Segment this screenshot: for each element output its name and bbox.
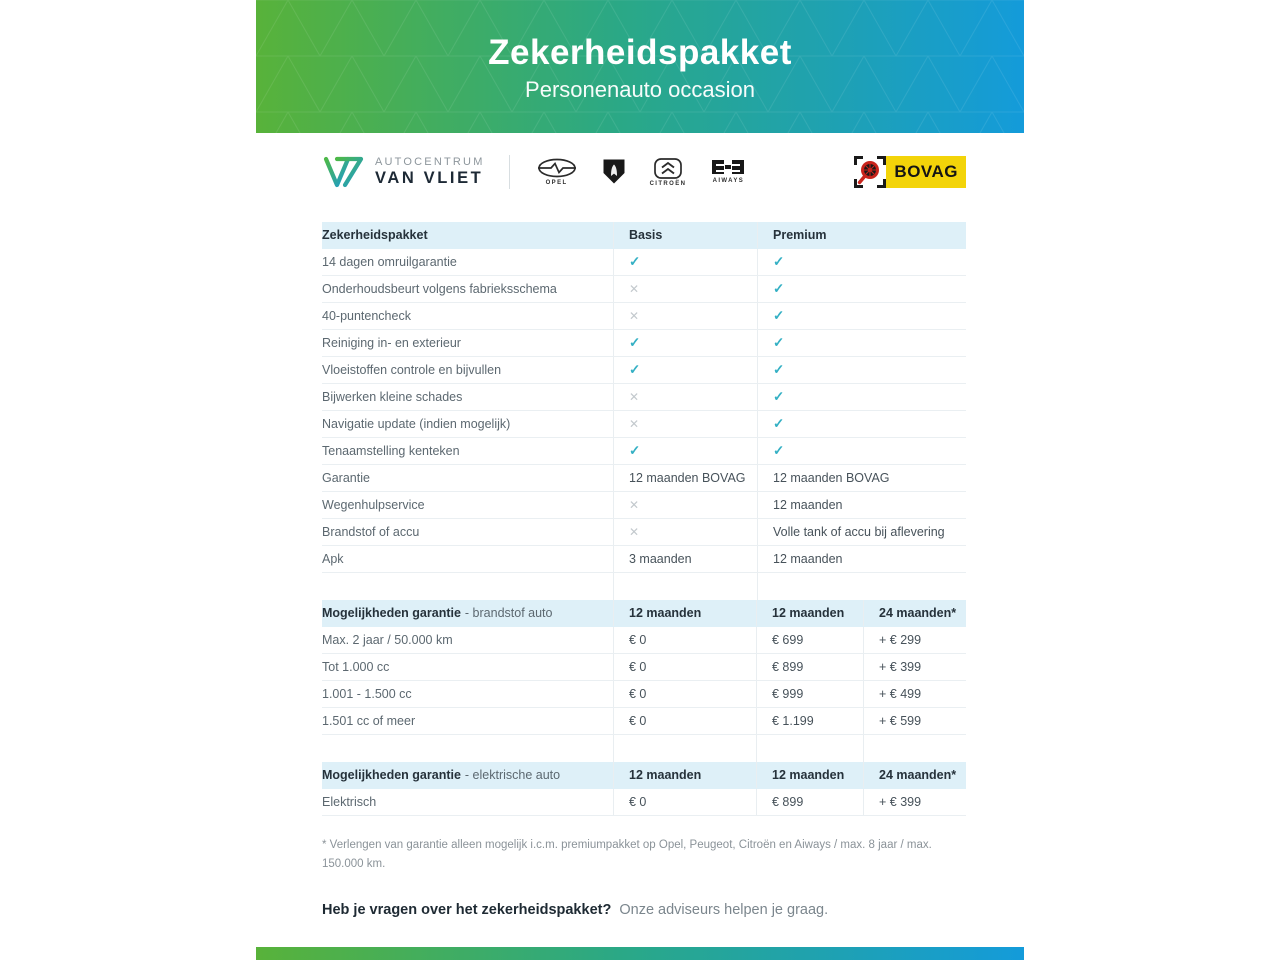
- cell-premium: [757, 303, 966, 329]
- table-row: [322, 465, 966, 492]
- brand-peugeot: [602, 158, 626, 187]
- header-banner: [256, 0, 1024, 133]
- row-label: 40-puntencheck: [322, 309, 411, 323]
- fuel-col-24m: 24 maanden*: [863, 600, 966, 626]
- check-icon: ✓: [773, 443, 785, 458]
- row-label: Bijwerken kleine schades: [322, 390, 463, 404]
- table-row: [322, 438, 966, 465]
- cell-basis: [613, 438, 757, 464]
- bovag-logo: [854, 156, 966, 188]
- cell-c1: € 0: [613, 789, 756, 815]
- row-label: 1.001 - 1.500 cc: [322, 687, 412, 701]
- cross-icon: ✕: [629, 390, 640, 404]
- cell-c1: € 0: [613, 681, 756, 707]
- check-icon: ✓: [773, 389, 785, 404]
- van-vliet-mark-icon: [322, 153, 366, 191]
- check-icon: ✓: [773, 308, 785, 323]
- peugeot-logo-icon: [602, 158, 626, 185]
- cell-c2: € 999: [756, 681, 863, 707]
- cell-basis: 12 maanden BOVAG: [613, 465, 757, 491]
- table-row: [322, 276, 966, 303]
- column-header-premium: Premium: [757, 222, 966, 248]
- cell-premium: [757, 411, 966, 437]
- table-row: [322, 789, 966, 816]
- fuel-table-body: [322, 627, 966, 735]
- column-header-package: Zekerheidspakket: [322, 228, 428, 242]
- cell-c1: € 0: [613, 654, 756, 680]
- closing-line: [322, 902, 966, 918]
- row-label: Max. 2 jaar / 50.000 km: [322, 633, 453, 647]
- electric-col-24m: 24 maanden*: [863, 762, 966, 788]
- citroen-caption: CITROËN: [649, 180, 687, 187]
- cell-basis: 3 maanden: [613, 546, 757, 572]
- cell-c3: + € 499: [863, 681, 966, 707]
- table-row: [322, 384, 966, 411]
- footnote-line2: 150.000 km.: [322, 858, 386, 870]
- row-label: Elektrisch: [322, 795, 377, 809]
- cell-c3: + € 399: [863, 654, 966, 680]
- electric-warranty-table: [322, 762, 966, 816]
- cross-icon: ✕: [629, 282, 640, 296]
- fuel-warranty-table: [322, 600, 966, 762]
- electric-col-12m-premium: 12 maanden: [756, 762, 863, 788]
- row-label: Brandstof of accu: [322, 525, 420, 539]
- table-row: [322, 411, 966, 438]
- electric-title-light: - elektrische auto: [464, 768, 561, 782]
- row-label: 1.501 cc of meer: [322, 714, 416, 728]
- table-row: [322, 519, 966, 546]
- dealer-name-top: AUTOCENTRUM: [375, 156, 485, 168]
- row-label: Tot 1.000 cc: [322, 660, 390, 674]
- cell-basis: [613, 330, 757, 356]
- cross-icon: ✕: [629, 498, 640, 512]
- spacer-row: [322, 573, 966, 600]
- aiways-caption: AIWAYS: [712, 177, 745, 184]
- cell-premium: 12 maanden BOVAG: [757, 465, 966, 491]
- cell-premium: [757, 330, 966, 356]
- cell-basis: [613, 303, 757, 329]
- cross-icon: ✕: [629, 525, 640, 539]
- table-row: [322, 546, 966, 573]
- electric-table-body: [322, 789, 966, 816]
- cross-icon: ✕: [629, 417, 640, 431]
- brand-aiways: [710, 158, 746, 184]
- cell-c1: € 0: [613, 708, 756, 734]
- cell-c2: € 1.199: [756, 708, 863, 734]
- check-icon: ✓: [773, 335, 785, 350]
- electric-table-header: [322, 762, 966, 789]
- check-icon: ✓: [773, 254, 785, 269]
- comparison-table: [322, 222, 966, 600]
- table-row: [322, 492, 966, 519]
- table-row: [322, 708, 966, 735]
- check-icon: ✓: [629, 254, 641, 269]
- page-subtitle: Personenauto occasion: [525, 76, 755, 102]
- logo-row: [322, 147, 966, 197]
- cell-premium: [757, 249, 966, 275]
- cell-c3: + € 299: [863, 627, 966, 653]
- comparison-table-body: [322, 249, 966, 573]
- check-icon: ✓: [773, 281, 785, 296]
- table-row: [322, 330, 966, 357]
- cell-premium: 12 maanden: [757, 546, 966, 572]
- row-label: Garantie: [322, 471, 370, 485]
- cell-basis: [613, 384, 757, 410]
- cell-c2: € 699: [756, 627, 863, 653]
- cell-c2: € 899: [756, 654, 863, 680]
- electric-col-12m-basis: 12 maanden: [613, 762, 756, 788]
- row-label: Tenaamstelling kenteken: [322, 444, 460, 458]
- column-header-basis: Basis: [613, 222, 757, 248]
- row-label: Reiniging in- en exterieur: [322, 336, 461, 350]
- page-title: Zekerheidspakket: [488, 32, 792, 72]
- footnote: [322, 836, 966, 874]
- main-content: [322, 133, 966, 918]
- electric-title-bold: Mogelijkheden garantie: [322, 768, 461, 782]
- cell-basis: [613, 492, 757, 518]
- cell-c3: + € 399: [863, 789, 966, 815]
- fuel-title-bold: Mogelijkheden garantie: [322, 606, 461, 620]
- cell-premium: [757, 384, 966, 410]
- comparison-table-header: [322, 222, 966, 249]
- logo-divider: [509, 155, 510, 189]
- table-row: [322, 681, 966, 708]
- brand-logos: [536, 158, 747, 187]
- row-label: Wegenhulpservice: [322, 498, 425, 512]
- check-icon: ✓: [629, 362, 641, 377]
- fuel-title-light: - brandstof auto: [464, 606, 553, 620]
- bovag-wheel-icon: [854, 156, 886, 188]
- closing-answer: Onze adviseurs helpen je graag.: [619, 902, 829, 918]
- cell-c3: + € 599: [863, 708, 966, 734]
- citroen-logo-icon: [654, 158, 682, 179]
- check-icon: ✓: [773, 416, 785, 431]
- table-row: [322, 303, 966, 330]
- cell-basis: [613, 519, 757, 545]
- brand-citroen: [650, 158, 687, 187]
- row-label: Navigatie update (indien mogelijk): [322, 417, 511, 431]
- check-icon: ✓: [773, 362, 785, 377]
- row-label: Apk: [322, 552, 344, 566]
- fuel-col-12m-premium: 12 maanden: [756, 600, 863, 626]
- row-label: Vloeistoffen controle en bijvullen: [322, 363, 502, 377]
- fuel-table-header: [322, 600, 966, 627]
- dealer-name-bottom: VAN VLIET: [375, 169, 484, 187]
- row-label: 14 dagen omruilgarantie: [322, 255, 457, 269]
- table-row: [322, 627, 966, 654]
- check-icon: ✓: [629, 335, 641, 350]
- table-row: [322, 357, 966, 384]
- cell-premium: [757, 276, 966, 302]
- cross-icon: ✕: [629, 309, 640, 323]
- table-row: [322, 249, 966, 276]
- cell-basis: [613, 411, 757, 437]
- check-icon: ✓: [629, 443, 641, 458]
- electric-table-title: [322, 762, 613, 788]
- row-label: Onderhoudsbeurt volgens fabrieksschema: [322, 282, 557, 296]
- bovag-label: BOVAG: [886, 156, 966, 188]
- opel-logo-icon: [536, 158, 578, 178]
- table-row: [322, 654, 966, 681]
- fuel-col-12m-basis: 12 maanden: [613, 600, 756, 626]
- cell-premium: [757, 438, 966, 464]
- fuel-table-title: [322, 600, 613, 626]
- cell-basis: [613, 249, 757, 275]
- dealer-logo: [322, 153, 485, 191]
- cell-c2: € 899: [756, 789, 863, 815]
- closing-question: Heb je vragen over het zekerheidspakket?: [322, 902, 612, 918]
- footer-bar: [256, 947, 1024, 960]
- cell-premium: [757, 357, 966, 383]
- footnote-line1: * Verlengen van garantie alleen mogelijk i.c.m. premiumpakket op Opel, Peugeot, Citroën en Aiways / max. 8 jaar / max.: [322, 839, 932, 851]
- brand-opel: [536, 158, 578, 186]
- cell-basis: [613, 357, 757, 383]
- cell-basis: [613, 276, 757, 302]
- opel-caption: OPEL: [545, 179, 568, 186]
- spacer-row: [322, 735, 966, 762]
- cell-c1: € 0: [613, 627, 756, 653]
- cell-premium: Volle tank of accu bij aflevering: [757, 519, 966, 545]
- cell-premium: 12 maanden: [757, 492, 966, 518]
- aiways-logo-icon: [710, 158, 746, 176]
